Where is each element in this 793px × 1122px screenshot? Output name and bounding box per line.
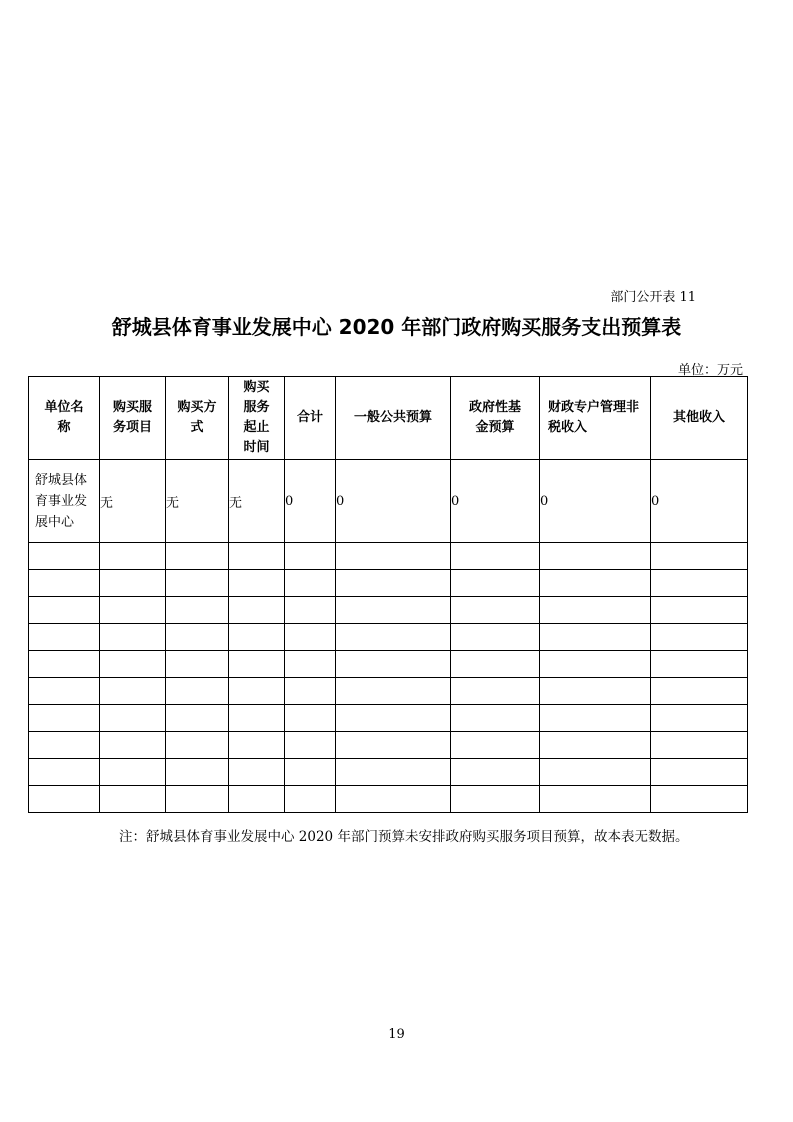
header-gov-fund: 政府性基金预算: [451, 377, 540, 460]
empty-row: [29, 705, 748, 732]
header-fiscal-special: 财政专户管理非税收入: [540, 377, 651, 460]
cell-project: 无: [100, 460, 166, 543]
page-title: 舒城县体育事业发展中心 2020 年部门政府购买服务支出预算表: [111, 315, 682, 339]
header-unit-name: 单位名称: [29, 377, 100, 460]
table-row: [29, 460, 748, 543]
empty-row: [29, 759, 748, 786]
header-period: 购买服务起止时间: [229, 377, 285, 460]
cell-gov-fund: 0: [451, 460, 540, 543]
cell-unit-name: 舒城县体育事业发展中心: [29, 460, 100, 543]
empty-row: [29, 624, 748, 651]
cell-other-income: 0: [651, 460, 748, 543]
budget-table: [28, 376, 748, 813]
cell-total: 0: [285, 460, 336, 543]
empty-row: [29, 732, 748, 759]
header-general-budget: 一般公共预算: [336, 377, 451, 460]
table-code: 部门公开表 11: [610, 290, 696, 305]
empty-row: [29, 570, 748, 597]
page-number: 19: [388, 1027, 405, 1042]
empty-row: [29, 678, 748, 705]
header-project: 购买服务项目: [100, 377, 166, 460]
empty-row: [29, 597, 748, 624]
empty-row: [29, 786, 748, 813]
header-other-income: 其他收入: [651, 377, 748, 460]
cell-period: 无: [229, 460, 285, 543]
empty-row: [29, 543, 748, 570]
cell-general-budget: 0: [336, 460, 451, 543]
footnote: 注：舒城县体育事业发展中心 2020 年部门预算未安排政府购买服务项目预算，故本表无数据。: [119, 829, 689, 845]
empty-row: [29, 651, 748, 678]
header-total: 合计: [285, 377, 336, 460]
unit-label: 单位：万元: [677, 363, 743, 378]
cell-method: 无: [166, 460, 229, 543]
header-method: 购买方式: [166, 377, 229, 460]
cell-fiscal-special: 0: [540, 460, 651, 543]
table-header-row: [29, 377, 748, 460]
